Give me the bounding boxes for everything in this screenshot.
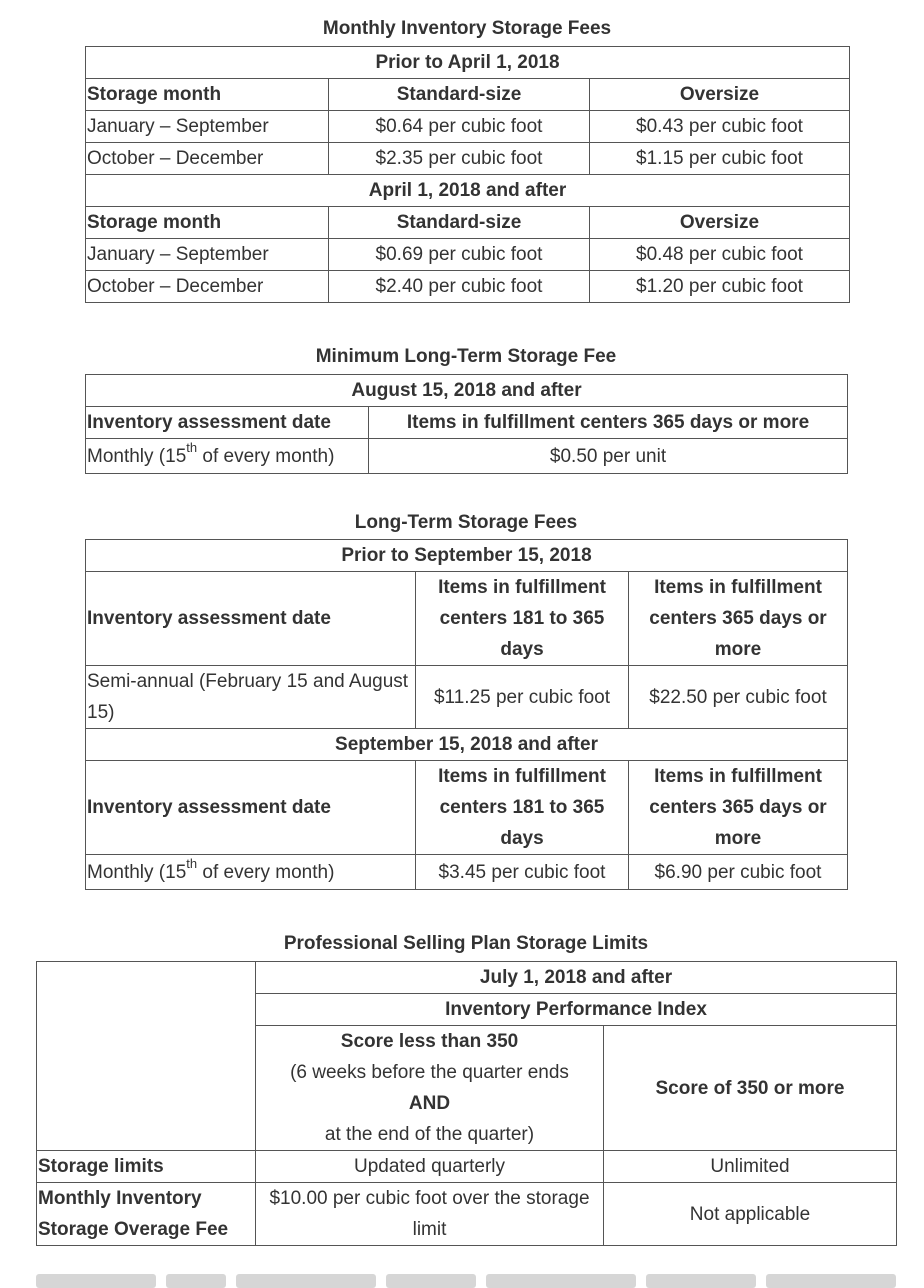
- period-label: August 15, 2018 and after: [86, 375, 848, 407]
- header-365-days: Items in fulfillment centers 365 days or more: [629, 761, 848, 855]
- monthly-fees-table: [85, 46, 850, 303]
- table-row: [86, 111, 850, 143]
- period-label: September 15, 2018 and after: [86, 729, 848, 761]
- header-score-350-or-more: Score of 350 or more: [604, 1026, 897, 1151]
- min-long-term-caption: Minimum Long-Term Storage Fee: [315, 346, 617, 367]
- pro-plan-caption: Professional Selling Plan Storage Limits: [283, 933, 649, 954]
- overage-fee-label: Monthly Inventory Storage Overage Fee: [37, 1183, 256, 1246]
- header-storage-month: Storage month: [86, 79, 329, 111]
- table-row: [37, 1183, 897, 1246]
- period-label: Prior to September 15, 2018: [86, 540, 848, 572]
- header-standard-size: Standard-size: [329, 79, 590, 111]
- min-long-term-table: [85, 374, 848, 474]
- table-row: [37, 1151, 897, 1183]
- standard-fee-cell: $2.40 per cubic foot: [329, 271, 590, 303]
- table-row: [86, 439, 848, 474]
- header-row: [86, 207, 850, 239]
- header-assessment-date: Inventory assessment date: [86, 407, 369, 439]
- period-row: [86, 540, 848, 572]
- period-row: [86, 47, 850, 79]
- oversize-fee-cell: $1.20 per cubic foot: [590, 271, 850, 303]
- header-oversize: Oversize: [590, 207, 850, 239]
- header-oversize: Oversize: [590, 79, 850, 111]
- table-row: [86, 239, 850, 271]
- header-row: [86, 407, 848, 439]
- period-label: April 1, 2018 and after: [86, 175, 850, 207]
- storage-month-cell: January – September: [86, 111, 329, 143]
- blank-corner-cell: [37, 962, 256, 1151]
- long-term-table: [85, 539, 848, 890]
- oversize-fee-cell: $0.48 per cubic foot: [590, 239, 850, 271]
- table-row: [86, 855, 848, 890]
- assessment-date-cell: Monthly (15th of every month): [86, 855, 416, 890]
- fee-365-cell: $22.50 per cubic foot: [629, 666, 848, 729]
- period-row: [37, 962, 897, 994]
- storage-month-cell: January – September: [86, 239, 329, 271]
- standard-fee-cell: $0.69 per cubic foot: [329, 239, 590, 271]
- limit-below-350-cell: Updated quarterly: [256, 1151, 604, 1183]
- period-label: Prior to April 1, 2018: [86, 47, 850, 79]
- period-row: [86, 729, 848, 761]
- table-row: [86, 143, 850, 175]
- long-term-caption: Long-Term Storage Fees: [354, 512, 578, 533]
- header-assessment-date: Inventory assessment date: [86, 761, 416, 855]
- storage-limits-label: Storage limits: [37, 1151, 256, 1183]
- header-row: [86, 572, 848, 666]
- assessment-date-cell: Semi-annual (February 15 and August 15): [86, 666, 416, 729]
- table-row: [86, 271, 850, 303]
- fee-cell: $0.50 per unit: [369, 439, 848, 474]
- monthly-fees-caption: Monthly Inventory Storage Fees: [322, 18, 612, 39]
- header-181-365-days: Items in fulfillment centers 181 to 365 days: [416, 572, 629, 666]
- standard-fee-cell: $2.35 per cubic foot: [329, 143, 590, 175]
- header-standard-size: Standard-size: [329, 207, 590, 239]
- period-label: July 1, 2018 and after: [256, 962, 897, 994]
- header-row: [86, 79, 850, 111]
- limit-350-plus-cell: Unlimited: [604, 1151, 897, 1183]
- index-label: Inventory Performance Index: [256, 994, 897, 1026]
- overage-350-plus-cell: Not applicable: [604, 1183, 897, 1246]
- storage-month-cell: October – December: [86, 143, 329, 175]
- table-row: [86, 666, 848, 729]
- period-row: [86, 375, 848, 407]
- header-365-days: Items in fulfillment centers 365 days or more: [369, 407, 848, 439]
- pro-plan-table: [36, 961, 897, 1246]
- header-row: [86, 761, 848, 855]
- header-score-below-350: Score less than 350 (6 weeks before the quarter ends AND at the end of the quarter): [256, 1026, 604, 1151]
- header-assessment-date: Inventory assessment date: [86, 572, 416, 666]
- oversize-fee-cell: $0.43 per cubic foot: [590, 111, 850, 143]
- overage-below-350-cell: $10.00 per cubic foot over the storage limit: [256, 1183, 604, 1246]
- standard-fee-cell: $0.64 per cubic foot: [329, 111, 590, 143]
- fee-181-cell: $11.25 per cubic foot: [416, 666, 629, 729]
- fee-365-cell: $6.90 per cubic foot: [629, 855, 848, 890]
- oversize-fee-cell: $1.15 per cubic foot: [590, 143, 850, 175]
- header-181-365-days: Items in fulfillment centers 181 to 365 days: [416, 761, 629, 855]
- header-365-days: Items in fulfillment centers 365 days or more: [629, 572, 848, 666]
- assessment-date-cell: Monthly (15th of every month): [86, 439, 369, 474]
- fee-181-cell: $3.45 per cubic foot: [416, 855, 629, 890]
- period-row: [86, 175, 850, 207]
- storage-month-cell: October – December: [86, 271, 329, 303]
- cropped-text-strip: [0, 1270, 924, 1288]
- header-storage-month: Storage month: [86, 207, 329, 239]
